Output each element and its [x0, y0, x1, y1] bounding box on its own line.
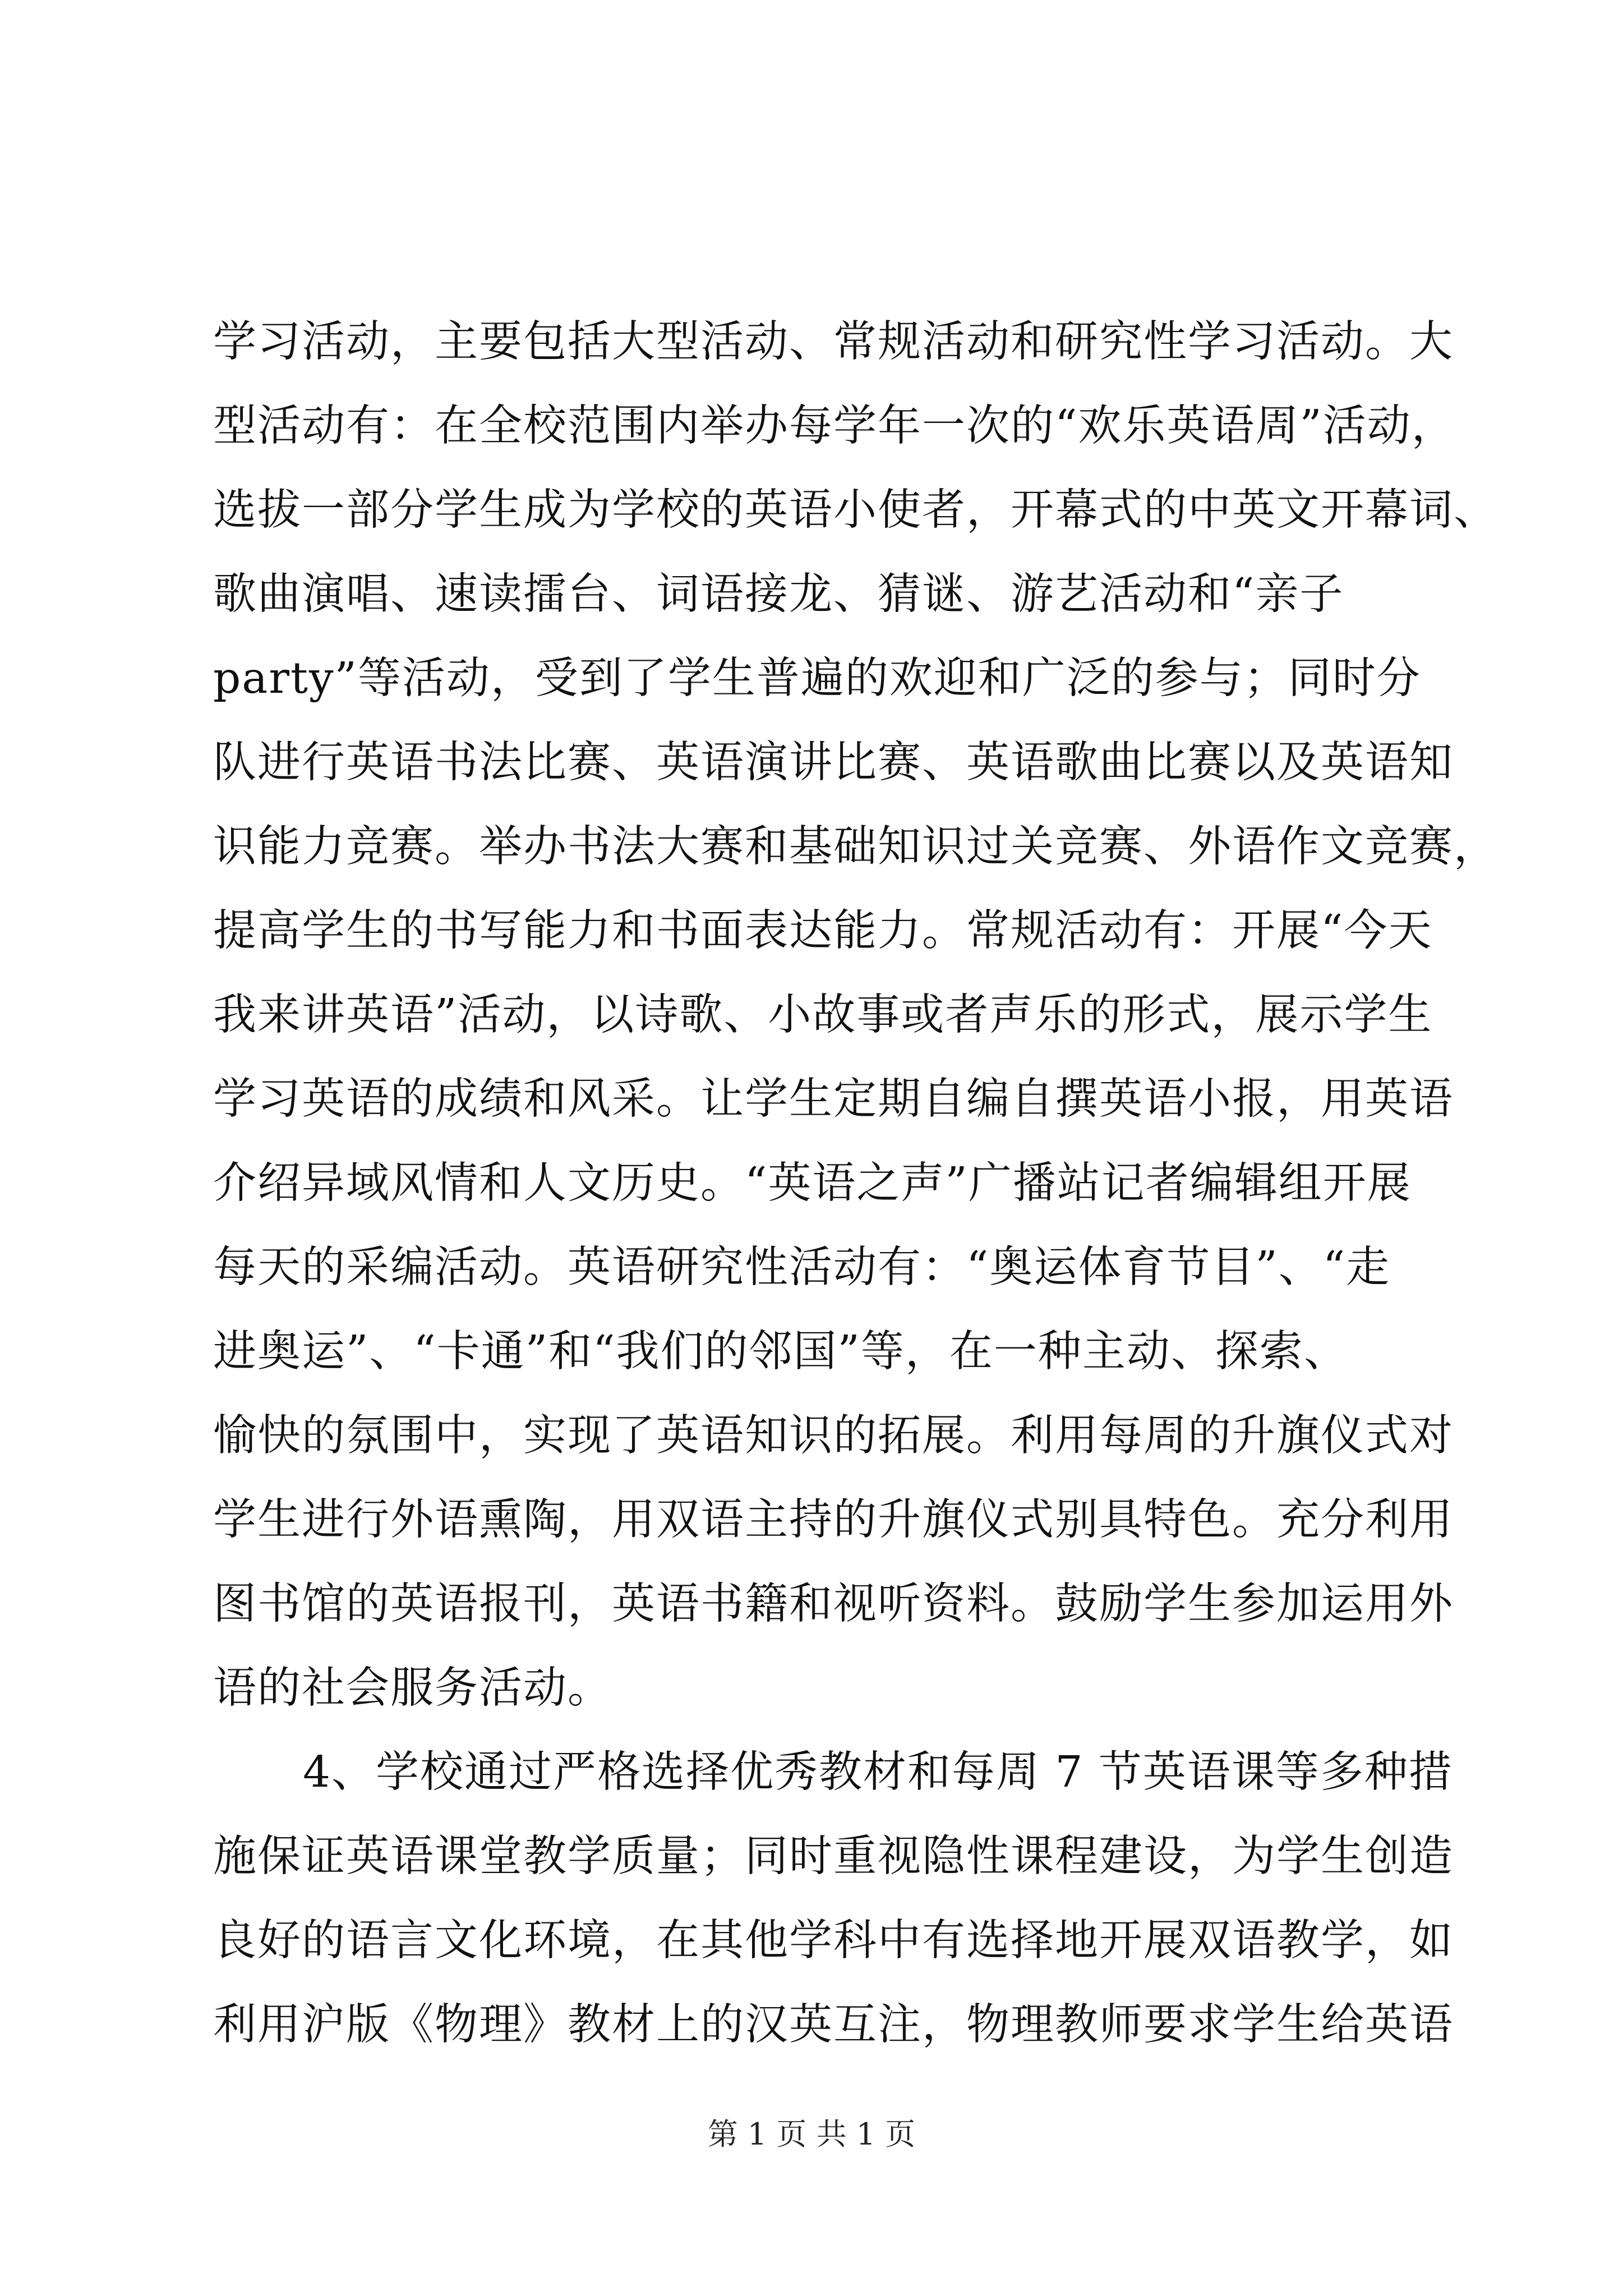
- text-line: 图书馆的英语报刊，英语书籍和视听资料。鼓励学生参加运用外: [213, 1579, 1454, 1629]
- text-line: 队进行英语书法比赛、英语演讲比赛、英语歌曲比赛以及英语知: [213, 738, 1454, 788]
- page-number: 第 1 页 共 1 页: [707, 2116, 916, 2152]
- text-line: 施保证英语课堂教学质量；同时重视隐性课程建设，为学生创造: [213, 1832, 1454, 1881]
- text-line: 选拔一部分学生成为学校的英语小使者，开幕式的中英文开幕词、: [213, 485, 1498, 535]
- text-line: 语的社会服务活动。: [213, 1663, 612, 1713]
- paragraph-start-line: 4、学校通过严格选择优秀教材和每周 7 节英语课等多种措: [303, 1747, 1453, 1797]
- text-line: 学生进行外语熏陶，用双语主持的升旗仪式别具特色。充分利用: [213, 1495, 1454, 1545]
- body-text: [213, 300, 1498, 2067]
- text-line: 我来讲英语”活动，以诗歌、小故事或者声乐的形式，展示学生: [213, 990, 1433, 1040]
- text-line: 利用沪版《物理》教材上的汉英互注，物理教师要求学生给英语: [213, 2000, 1454, 2050]
- text-line: 愉快的氛围中，实现了英语知识的拓展。利用每周的升旗仪式对: [213, 1411, 1454, 1461]
- text-line: 型活动有：在全校范围内举办每学年一次的“欢乐英语周”活动，: [213, 401, 1456, 451]
- text-line: 学习英语的成绩和风采。让学生定期自编自撰英语小报，用英语: [213, 1074, 1454, 1124]
- text-line: 歌曲演唱、速读擂台、词语接龙、猜谜、游艺活动和“亲子: [213, 569, 1344, 619]
- text-line: 学习活动，主要包括大型活动、常规活动和研究性学习活动。大: [213, 317, 1454, 367]
- text-line: 提高学生的书写能力和书面表达能力。常规活动有：开展“今天: [213, 906, 1433, 956]
- text-line: 进奥运”、“卡通”和“我们的邻国”等，在一种主动、探索、: [213, 1327, 1348, 1377]
- page-footer: [0, 2112, 1623, 2157]
- text-line: 每天的采编活动。英语研究性活动有：“奥运体育节目”、“走: [213, 1243, 1391, 1292]
- text-line: party”等活动，受到了学生普遍的欢迎和广泛的参与；同时分: [213, 654, 1421, 703]
- text-line: 良好的语言文化环境，在其他学科中有选择地开展双语教学，如: [213, 1916, 1454, 1966]
- text-line: 识能力竞赛。举办书法大赛和基础知识过关竞赛、外语作文竞赛，: [213, 822, 1498, 872]
- text-line: 介绍异域风情和人文历史。“英语之声”广播站记者编辑组开展: [213, 1158, 1412, 1208]
